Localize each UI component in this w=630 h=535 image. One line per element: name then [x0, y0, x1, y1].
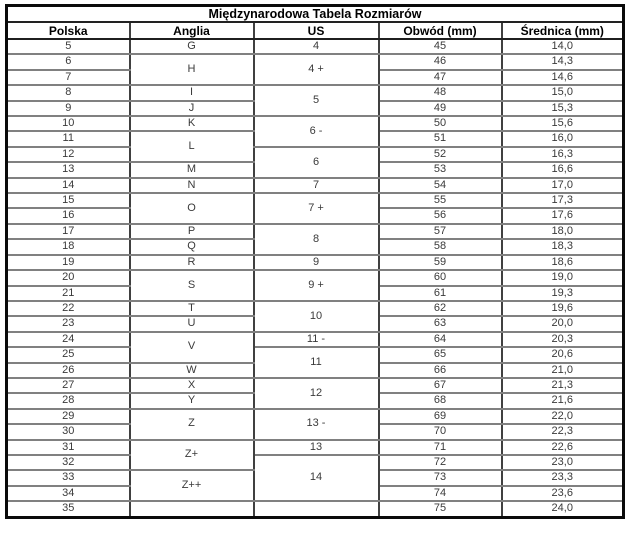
cell-polska: 17	[7, 224, 130, 239]
table-title: Międzynarodowa Tabela Rozmiarów	[7, 6, 624, 23]
size-table-container	[5, 4, 625, 519]
cell-polska: 12	[7, 147, 130, 162]
column-header-us: US	[254, 22, 379, 39]
cell-polska: 32	[7, 455, 130, 470]
cell-us: 13 -	[254, 409, 379, 440]
cell-polska: 8	[7, 85, 130, 100]
cell-us: 13	[254, 440, 379, 455]
title-row	[7, 6, 624, 23]
cell-obwod: 45	[379, 39, 502, 54]
cell-anglia: P	[130, 224, 254, 239]
cell-obwod: 47	[379, 70, 502, 85]
table-row	[7, 147, 624, 162]
cell-srednica: 14,6	[502, 70, 624, 85]
table-row	[7, 116, 624, 131]
cell-us: 9	[254, 255, 379, 270]
cell-obwod: 56	[379, 208, 502, 223]
cell-srednica: 20,3	[502, 332, 624, 347]
column-header-anglia: Anglia	[130, 22, 254, 39]
cell-srednica: 23,0	[502, 455, 624, 470]
cell-obwod: 63	[379, 316, 502, 331]
cell-us: 11 -	[254, 332, 379, 347]
cell-polska: 25	[7, 347, 130, 362]
cell-us: 5	[254, 85, 379, 116]
cell-obwod: 48	[379, 85, 502, 100]
cell-anglia: W	[130, 363, 254, 378]
cell-srednica: 21,6	[502, 393, 624, 408]
column-header-obwod: Obwód (mm)	[379, 22, 502, 39]
cell-anglia: K	[130, 116, 254, 131]
cell-obwod: 53	[379, 162, 502, 177]
header-row	[7, 22, 624, 39]
cell-polska: 35	[7, 501, 130, 517]
table-row	[7, 39, 624, 54]
cell-srednica: 21,3	[502, 378, 624, 393]
cell-obwod: 46	[379, 54, 502, 69]
table-row	[7, 378, 624, 393]
cell-srednica: 17,6	[502, 208, 624, 223]
cell-polska: 7	[7, 70, 130, 85]
cell-polska: 13	[7, 162, 130, 177]
table-row	[7, 501, 624, 517]
cell-anglia: J	[130, 101, 254, 116]
cell-polska: 26	[7, 363, 130, 378]
cell-us: 10	[254, 301, 379, 332]
cell-srednica: 14,3	[502, 54, 624, 69]
cell-obwod: 60	[379, 270, 502, 285]
cell-us: 12	[254, 378, 379, 409]
cell-polska: 16	[7, 208, 130, 223]
cell-obwod: 67	[379, 378, 502, 393]
cell-srednica: 23,3	[502, 470, 624, 485]
cell-obwod: 52	[379, 147, 502, 162]
cell-obwod: 59	[379, 255, 502, 270]
cell-srednica: 23,6	[502, 486, 624, 501]
cell-polska: 10	[7, 116, 130, 131]
cell-polska: 29	[7, 409, 130, 424]
cell-us: 7 +	[254, 193, 379, 224]
cell-anglia: Q	[130, 239, 254, 254]
cell-srednica: 17,0	[502, 178, 624, 193]
cell-srednica: 22,6	[502, 440, 624, 455]
cell-srednica: 21,0	[502, 363, 624, 378]
cell-srednica: 24,0	[502, 501, 624, 517]
cell-obwod: 75	[379, 501, 502, 517]
cell-srednica: 16,3	[502, 147, 624, 162]
cell-polska: 19	[7, 255, 130, 270]
cell-polska: 33	[7, 470, 130, 485]
table-row	[7, 455, 624, 470]
cell-srednica: 19,3	[502, 286, 624, 301]
cell-srednica: 20,6	[502, 347, 624, 362]
table-row	[7, 54, 624, 69]
cell-obwod: 65	[379, 347, 502, 362]
cell-obwod: 74	[379, 486, 502, 501]
cell-obwod: 54	[379, 178, 502, 193]
cell-obwod: 51	[379, 131, 502, 146]
cell-anglia: Y	[130, 393, 254, 408]
table-row	[7, 270, 624, 285]
cell-obwod: 68	[379, 393, 502, 408]
cell-us: 6	[254, 147, 379, 178]
cell-anglia: T	[130, 301, 254, 316]
cell-us: 7	[254, 178, 379, 193]
cell-obwod: 73	[379, 470, 502, 485]
cell-polska: 5	[7, 39, 130, 54]
cell-srednica: 22,3	[502, 424, 624, 439]
cell-srednica: 15,3	[502, 101, 624, 116]
table-row	[7, 440, 624, 455]
size-table	[5, 4, 625, 519]
cell-srednica: 18,3	[502, 239, 624, 254]
cell-anglia: I	[130, 85, 254, 100]
cell-obwod: 72	[379, 455, 502, 470]
cell-us	[254, 501, 379, 517]
cell-polska: 28	[7, 393, 130, 408]
table-body	[7, 39, 624, 517]
cell-srednica: 17,3	[502, 193, 624, 208]
cell-polska: 23	[7, 316, 130, 331]
cell-obwod: 55	[379, 193, 502, 208]
cell-us: 4 +	[254, 54, 379, 85]
cell-srednica: 15,6	[502, 116, 624, 131]
cell-us: 14	[254, 455, 379, 501]
table-row	[7, 255, 624, 270]
cell-polska: 34	[7, 486, 130, 501]
cell-us: 11	[254, 347, 379, 378]
cell-polska: 14	[7, 178, 130, 193]
cell-anglia: V	[130, 332, 254, 363]
table-row	[7, 85, 624, 100]
cell-obwod: 57	[379, 224, 502, 239]
cell-srednica: 22,0	[502, 409, 624, 424]
cell-us: 8	[254, 224, 379, 255]
cell-srednica: 15,0	[502, 85, 624, 100]
cell-us: 4	[254, 39, 379, 54]
cell-polska: 20	[7, 270, 130, 285]
cell-anglia: Z	[130, 409, 254, 440]
table-row	[7, 193, 624, 208]
cell-anglia: O	[130, 193, 254, 224]
table-row	[7, 224, 624, 239]
cell-srednica: 16,6	[502, 162, 624, 177]
cell-us: 9 +	[254, 270, 379, 301]
table-row	[7, 178, 624, 193]
cell-srednica: 16,0	[502, 131, 624, 146]
cell-polska: 11	[7, 131, 130, 146]
cell-anglia: S	[130, 270, 254, 301]
cell-polska: 9	[7, 101, 130, 116]
table-row	[7, 332, 624, 347]
cell-polska: 30	[7, 424, 130, 439]
cell-anglia: M	[130, 162, 254, 177]
cell-obwod: 70	[379, 424, 502, 439]
cell-anglia: H	[130, 54, 254, 85]
cell-obwod: 58	[379, 239, 502, 254]
cell-obwod: 66	[379, 363, 502, 378]
cell-anglia: Z+	[130, 440, 254, 471]
cell-polska: 6	[7, 54, 130, 69]
column-header-polska: Polska	[7, 22, 130, 39]
table-row	[7, 347, 624, 362]
cell-polska: 24	[7, 332, 130, 347]
cell-polska: 18	[7, 239, 130, 254]
cell-polska: 21	[7, 286, 130, 301]
cell-anglia: Z++	[130, 470, 254, 501]
cell-obwod: 49	[379, 101, 502, 116]
cell-obwod: 71	[379, 440, 502, 455]
cell-srednica: 18,0	[502, 224, 624, 239]
cell-polska: 27	[7, 378, 130, 393]
cell-polska: 31	[7, 440, 130, 455]
cell-anglia: N	[130, 178, 254, 193]
cell-anglia: G	[130, 39, 254, 54]
cell-srednica: 19,0	[502, 270, 624, 285]
cell-obwod: 50	[379, 116, 502, 131]
cell-srednica: 19,6	[502, 301, 624, 316]
cell-polska: 22	[7, 301, 130, 316]
cell-anglia: U	[130, 316, 254, 331]
cell-srednica: 14,0	[502, 39, 624, 54]
table-row	[7, 409, 624, 424]
cell-obwod: 64	[379, 332, 502, 347]
column-header-srednica: Średnica (mm)	[502, 22, 624, 39]
cell-polska: 15	[7, 193, 130, 208]
cell-anglia: L	[130, 131, 254, 162]
cell-anglia: R	[130, 255, 254, 270]
cell-anglia	[130, 501, 254, 517]
cell-srednica: 20,0	[502, 316, 624, 331]
cell-obwod: 61	[379, 286, 502, 301]
cell-obwod: 69	[379, 409, 502, 424]
cell-srednica: 18,6	[502, 255, 624, 270]
cell-obwod: 62	[379, 301, 502, 316]
cell-us: 6 -	[254, 116, 379, 147]
table-row	[7, 301, 624, 316]
cell-anglia: X	[130, 378, 254, 393]
